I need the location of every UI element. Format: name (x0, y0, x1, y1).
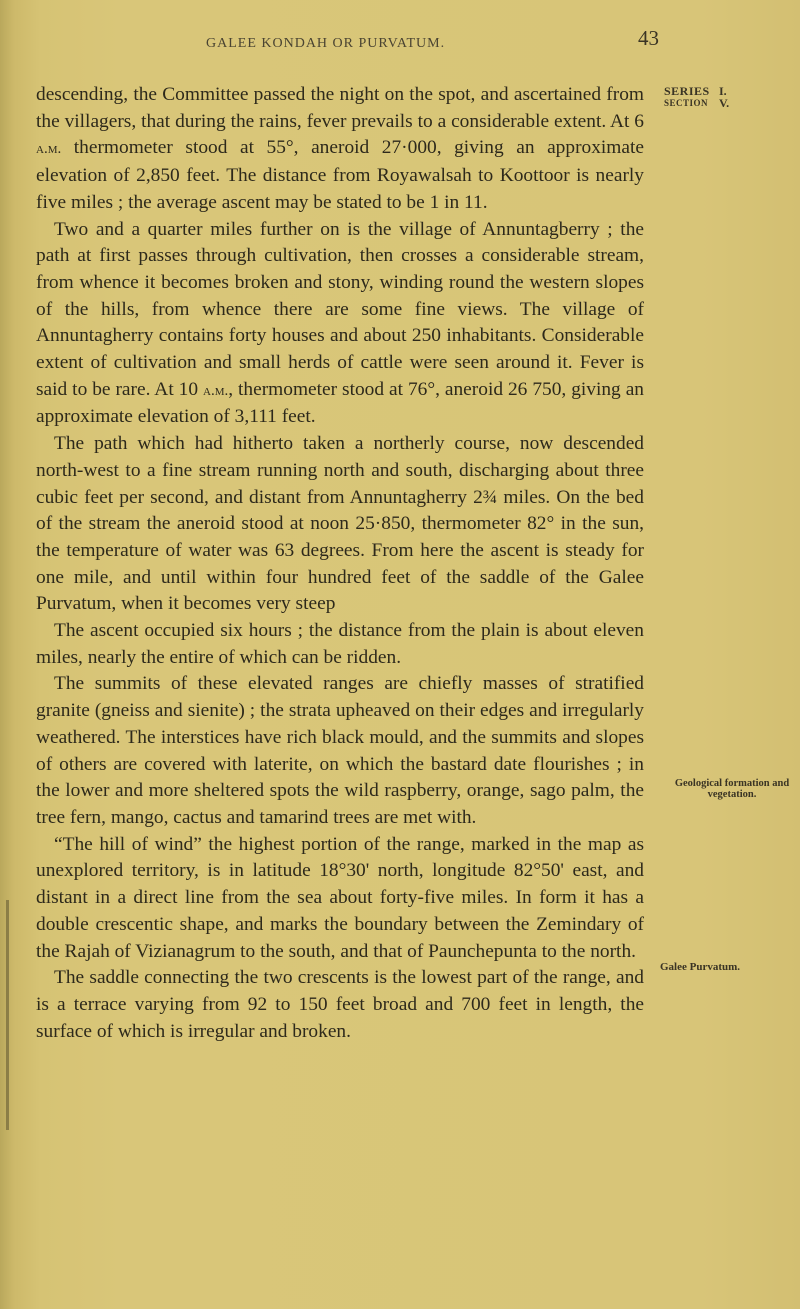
paragraph-text: “The hill of wind” the highest portion of the range, marked in the map as unexplored territory, is in latitude 18°30' north, longitude 82°50' east, and distant in a direct line from the sea about forty-five miles. In form it has a double crescentic shape, and marks the boundary between the Zemindary of the Rajah of Vizianagrum to the south, and that of Paunchepunta to the north. (36, 833, 644, 962)
paragraph (36, 965, 644, 1045)
paragraph (36, 832, 644, 966)
paragraph-text: descending, the Committee passed the night on the spot, and ascertained from the villagers, that during the rains, fever prevails to a considerable extent. At 6 (36, 84, 644, 132)
page-gutter-shadow (6, 900, 9, 1130)
paragraph (36, 217, 644, 432)
series-label: SERIES (664, 84, 710, 98)
running-head-title: GALEE KONDAH OR PURVATUM. (206, 36, 446, 51)
side-note-galee-purvatum: Galee Purvatum. (660, 961, 741, 973)
side-note-series (664, 85, 800, 109)
paragraph-text: The summits of these elevated ranges are chiefly masses of stratified granite (gneiss and sienite) ; the strata upheaved on their edges and irregularly weathered. The interstices have rich black mould, and the summits and slopes of others are covered with laterite, on which the bastard date flourishes ; in the lower and more sheltered spots the wild raspberry, orange, sago palm, the tree fern, mango, cactus and tamarind trees are met with. (36, 673, 644, 828)
paragraph-text: The path which had hitherto taken a northerly course, now descended north-west to a fine stream running north and south, discharging about three cubic feet per second, and distant from Annuntagherry 2¾ miles. On the bed of the stream the aneroid stood at noon 25·850, thermometer 82° in the sun, the temperature of water was 63 degrees. From here the ascent is steady for one mile, and until within four hundred feet of the saddle of the Galee Purvatum, when it becomes very steep (36, 433, 644, 615)
section-label: SECTION (664, 98, 709, 108)
time-abbreviation: a.m. (203, 382, 229, 399)
body-text (36, 82, 644, 1045)
paragraph-text: thermometer stood at 55°, aneroid 27·000, giving an approximate elevation of 2,850 feet. The distance from Royawalsah to Koottoor is nearly five miles ; the average ascent may be stated to be 1 in 11. (36, 137, 644, 213)
paragraph-text: The saddle connecting the two crescents is the lowest part of the range, and is a terrace varying from 92 to 150 feet broad and 700 feet in length, the surface of which is irregular and broken. (36, 967, 644, 1042)
paragraph-text: Two and a quarter miles further on is the village of Annuntagberry ; the path at first passes through cultivation, then crosses a considerable stream, from whence it becomes broken and stony, winding round the western slopes of the hills, from whence there are some fine views. The village of Annuntagherry contains forty houses and about 250 inhabitants. Considerable extent of cultivation and small herds of cattle were seen around it. Fever is said to be rare. At 10 (36, 218, 644, 400)
time-abbreviation: a.m. (36, 141, 62, 158)
paragraph (36, 618, 644, 671)
paragraph-text: The ascent occupied six hours ; the distance from the plain is about eleven miles, nearly the entire of which can be ridden. (36, 620, 644, 668)
paragraph (36, 431, 644, 618)
series-value: I. (719, 84, 727, 98)
page-number: 43 (638, 26, 659, 50)
section-value: V. (719, 96, 730, 110)
side-note-geological: Geological formation and vegetation. (674, 778, 790, 800)
paragraph (36, 82, 644, 217)
paragraph (36, 671, 644, 831)
paragraph-text: , thermometer stood at 76°, aneroid 26 750, giving an approximate elevation of 3,111 feet. (36, 378, 644, 428)
